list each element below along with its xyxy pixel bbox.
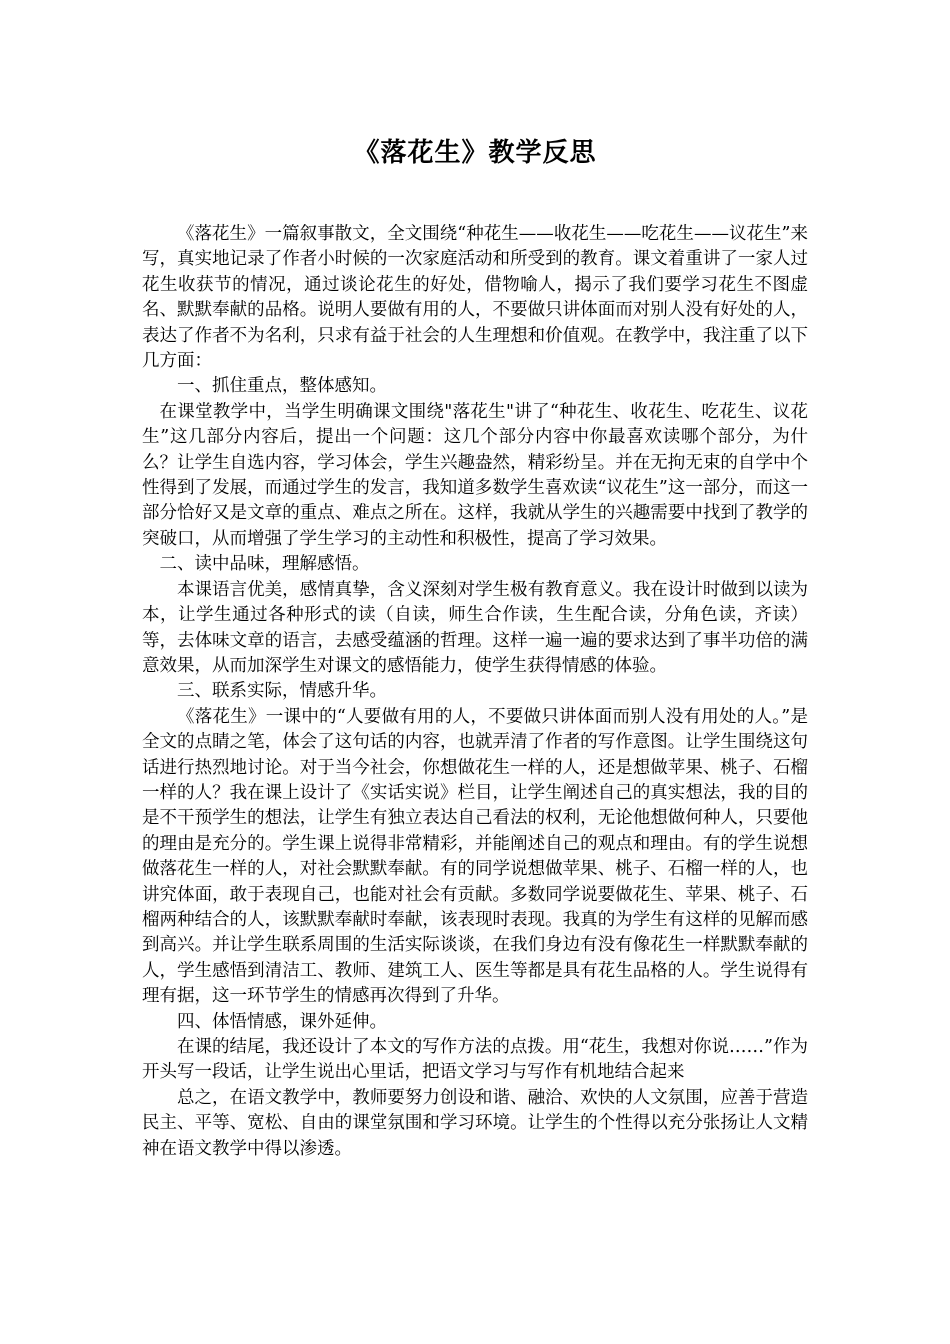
section-paragraph-3: 《落花生》一课中的“人要做有用的人，不要做只讲体面而别人没有用处的人。”是全文的点睛之笔，体会了这句话的内容，也就弄清了作者的写作意图。让学生围绕这句话进行热烈地讨论。对于当今社会，你想做花生一样的人，还是想做苹果、桃子、石榴一样的人？我在课上设计了《实话实说》栏目，让学生阐述自己的真实想法，我的目的是不干预学生的想法，让学生有独立表达自己看法的权利，无论他想做何种人，只要他的理由是充分的。学生课上说得非常精彩，并能阐述自己的观点和理由。有的学生说想做落花生一样的人，对社会默默奉献。有的同学说想做苹果、桃子、石榴一样的人，也讲究体面，敢于表现自己，也能对社会有贡献。多数同学说要做花生、苹果、桃子、石榴两种结合的人，该默默奉献时奉献，该表现时表现。我真的为学生有这样的见解而感到高兴。并让学生联系周围的生活实际谈谈，在我们身边有没有像花生一样默默奉献的人，学生感悟到清洁工、教师、建筑工人、医生等都是具有花生品格的人。学生说得有理有据，这一环节学生的情感再次得到了升华。 <box>142 706 808 1007</box>
document-body <box>142 222 808 1162</box>
section-paragraph-2: 本课语言优美，感情真挚，含义深刻对学生极有教育意义。我在设计时做到以读为本，让学生通过各种形式的读（自读，师生合作读，生生配合读，分角色读，齐读）等，去体味文章的语言，去感受蕴涵的哲理。这样一遍一遍的要求达到了事半功倍的满意效果，从而加深学生对课文的感悟能力，使学生获得情感的体验。 <box>142 579 808 676</box>
section-paragraph-1: 在课堂教学中，当学生明确课文围绕"落花生"讲了“种花生、收花生、吃花生、议花生”这几部分内容后，提出一个问题：这几个部分内容中你最喜欢读哪个部分，为什么？让学生自选内容，学习体会，学生兴趣盎然，精彩纷呈。并在无拘无束的自学中个性得到了发展，而通过学生的发言，我知道多数学生喜欢读“议花生”这一部分，而这一部分恰好又是文章的重点、难点之所在。这样，我就从学生的兴趣需要中找到了教学的突破口，从而增强了学生学习的主动性和积极性，提高了学习效果。 <box>142 401 808 549</box>
section-paragraph-4: 在课的结尾，我还设计了本文的写作方法的点拨。用“花生，我想对你说……”作为开头写一段话，让学生说出心里话，把语文学习与写作有机地结合起来 <box>142 1037 808 1083</box>
section-heading-4: 四、体悟情感，课外延伸。 <box>177 1011 387 1032</box>
intro-paragraph: 《落花生》一篇叙事散文，全文围绕“种花生——收花生——吃花生——议花生”来写，真实地记录了作者小时候的一次家庭活动和所受到的教育。课文着重讲了一家人过花生收获节的情况，通过谈论花生的好处，借物喻人，揭示了我们要学习花生不图虚名、默默奉献的品格。说明人要做有用的人，不要做只讲体面而对别人没有好处的人，表达了作者不为名利，只求有益于社会的人生理想和价值观。在教学中，我注重了以下几方面： <box>142 224 808 372</box>
section-heading-1: 一、抓住重点，整体感知。 <box>177 376 387 397</box>
section-heading-2: 二、读中品味，理解感悟。 <box>159 554 370 575</box>
conclusion-paragraph: 总之，在语文教学中，教师要努力创设和谐、融洽、欢快的人文氛围，应善于营造民主、平等、宽松、自由的课堂氛围和学习环境。让学生的个性得以充分张扬让人文精神在语文教学中得以渗透。 <box>142 1087 808 1159</box>
section-heading-3: 三、联系实际，情感升华。 <box>177 681 387 702</box>
document-title: 《落花生》教学反思 <box>353 138 597 168</box>
